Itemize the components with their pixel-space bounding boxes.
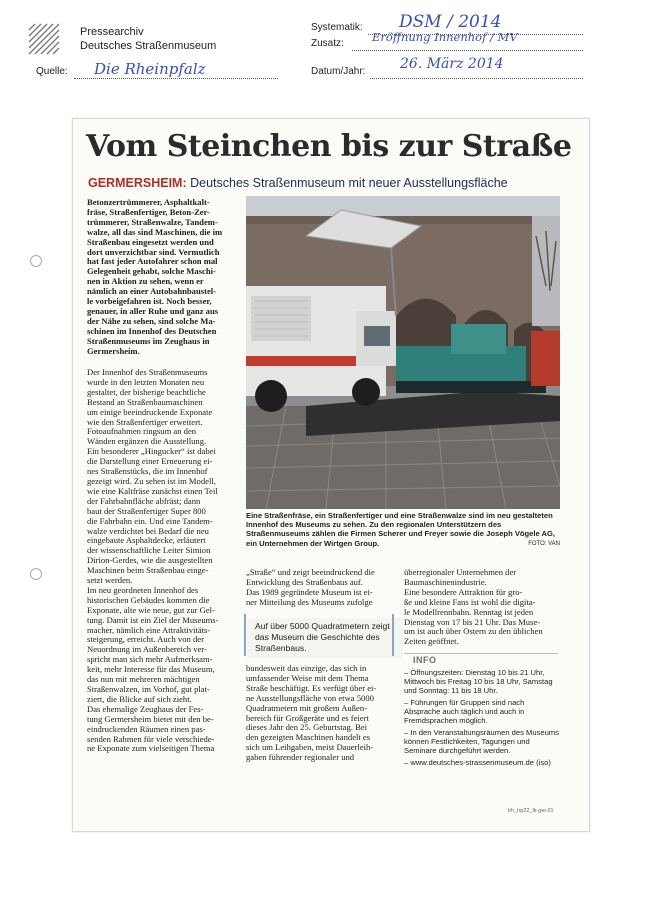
- datum-label: Datum/Jahr:: [311, 66, 366, 77]
- article-lead: Betonzertrümmerer, Asphaltkalt- fräse, Straßenfertiger, Beton-Zer- trümmerer, Straßenwalze, Tandem- walze, all das sind Maschinen, die im Straßenbau eingesetzt werden und dort unverzichtbar sind. Vermutlich hat fast jeder Autofahrer schon mal Gelegenheit gehabt, solche Maschi- nen in Aktion zu sehen, wenn er nämlich an einer Autobahnbaustel- le vorbeigefahren ist. Noch besser, genauer, in aller Ruhe und ganz aus der Nähe zu sehen, sind solche Ma- schinen im Innenhof des Deutschen Straßenmuseums im Zeughaus in Germersheim.: [87, 197, 223, 356]
- archive-title: Pressearchiv: [80, 26, 144, 38]
- museum-logo-icon: [27, 22, 61, 56]
- article-body-column-2-top: „Straße“ und zeigt beeindruckend die Entwicklung des Straßenbaus auf. Das 1989 gegründete Museum ist ei- ner Mitteilung des Museums zufolge: [246, 567, 375, 607]
- archive-subtitle: Deutsches Straßenmuseum: [80, 40, 217, 52]
- quelle-value: Die Rheinpfalz: [94, 60, 206, 78]
- photo-credit: FOTO: VAN: [528, 540, 560, 547]
- info-divider: [404, 653, 558, 654]
- clipping-code: lrh_hp22_lk-ger.01: [508, 808, 554, 814]
- systematik-label: Systematik:: [311, 22, 363, 33]
- article-body-column-2-bottom: bundesweit das einzige, das sich in umfassender Weise mit dem Thema Straße beschäftigt. Es verfügt über ei- ne Ausstellungsfläche von etwa 5000 Quadratmetern mit großem Außen- bereich für Großgeräte und es feiert dieses Jahr den 25. Geburtstag. Bei den gezeigten Maschinen handelt es sich um Leihgaben, meist Dauerleih- gaben führender regionaler und: [246, 663, 377, 763]
- systematik-value: DSM / 2014: [399, 12, 502, 32]
- article-headline: Vom Steinchen bis zur Straße: [86, 129, 572, 164]
- info-item-hours: – Öffnungszeiten: Dienstag 10 bis 21 Uhr, Mittwoch bis Freitag 10 bis 18 Uhr, Samstag und Sonntag: 11 bis 18 Uhr.: [404, 668, 553, 696]
- article-subheadline: [88, 176, 508, 190]
- article-body-column-3: überregionaler Unternehmen der Baumaschinenindustrie. Eine besondere Attraktion für gro- ße und kleine Fans ist wohl die digita- le Modellrennbahn. Renntag ist jeden Dienstag von 17 bis 21 Uhr. Das Muse- um ist auch über Ostern zu den üblichen Zeiten geöffnet.: [404, 567, 543, 647]
- info-item-events: – In den Veranstaltungsräumen des Museums können Festlichkeiten, Tagungen und Seminare durchgeführt werden.: [404, 728, 559, 756]
- photo-caption: [246, 511, 560, 549]
- info-item-tours: – Führungen für Gruppen sind nach Absprache auch täglich und auch in Fremdsprachen möglich.: [404, 698, 525, 726]
- article-subheadline-text: Deutsches Straßenmuseum mit neuer Ausstellungsfläche: [190, 176, 508, 190]
- article-photo: [246, 196, 560, 509]
- punch-hole-top: [30, 255, 42, 267]
- datum-value: 26. März 2014: [400, 56, 504, 72]
- quote-border-left: [244, 614, 246, 656]
- quote-border-right: [392, 614, 394, 656]
- pull-quote: Auf über 5000 Quadratmetern zeigt das Museum die Geschichte des Straßenbaus.: [247, 618, 403, 658]
- photo-caption-text: Eine Straßenfräse, ein Straßenfertiger und eine Straßenwalze sind im neu gestalteten Innenhof des Museums zu sehen. Zu den regionalen Unterstützern des Straßenmuseums zählen die Firmen Scherer und Freyer sowie die Joseph Vögele AG, ein Unternehmen der Wirtgen Group.: [246, 511, 556, 548]
- zusatz-value: Eröffnung Innenhof / MV: [372, 30, 518, 44]
- info-box-title: INFO: [413, 655, 437, 665]
- article-body-column-1: Der Innenhof des Straßenmuseums wurde in den letzten Monaten neu gestaltet, der bisherige beachtliche Bestand an Straßenbaumaschinen um einige beeindruckende Exponate wie den Straßenfertiger erweitert. Fotoaufnahmen ringsum an den Wänden ergänzen die Ausstellung. Ein besonderer „Hingucker“ ist dabei die Darstellung einer Erneuerung ei- nes Straßenstücks, die im Innenhof gezeigt wird. Zu sehen ist im Modell, wie eine Kaltfräse zunächst einen Teil der Fahrbahnfläche abfräst; dann baut der Straßenfertiger Super 800 die Fahrbahn ein. Und eine Tandem- walze verdichtet bei Bedarf die neu eingebaute Asphaltdecke, erläutert der wissenschaftliche Leiter Simion Dirion-Gerdes, wie die ausgestellten Maschinen beim Straßenbau einge- setzt werden. Im neu geordneten Innenhof des historischen Gebäudes kommen die Exponate, alte wie neue, gut zur Gel- tung. Damit ist ein Ziel der Museums- macher, nämlich eine Attraktivitäts- steigerung, erreicht. Auch von der Neuordnung im Außenbereich ver- spricht man sich mehr Aufmerksam- keit, mehr Interesse für das Museum, das nun mit mehreren mächtigen Straßenwalzen, im Vorhof, gut plat- ziert, die Blicke auf sich zieht. Das ehemalige Zeughaus der Fes- tung Germersheim bietet mit den be- eindruckenden Räumen einen pas- senden Rahmen für viele verschiede- ne Exponate zum vielseitigen Thema: [87, 367, 219, 754]
- quelle-label: Quelle:: [36, 66, 68, 77]
- zusatz-label: Zusatz:: [311, 38, 344, 49]
- punch-hole-bottom: [30, 568, 42, 580]
- info-item-website: – www.deutsches-strassenmuseum.de (iso): [404, 758, 551, 767]
- article-dateline: GERMERSHEIM:: [88, 176, 187, 190]
